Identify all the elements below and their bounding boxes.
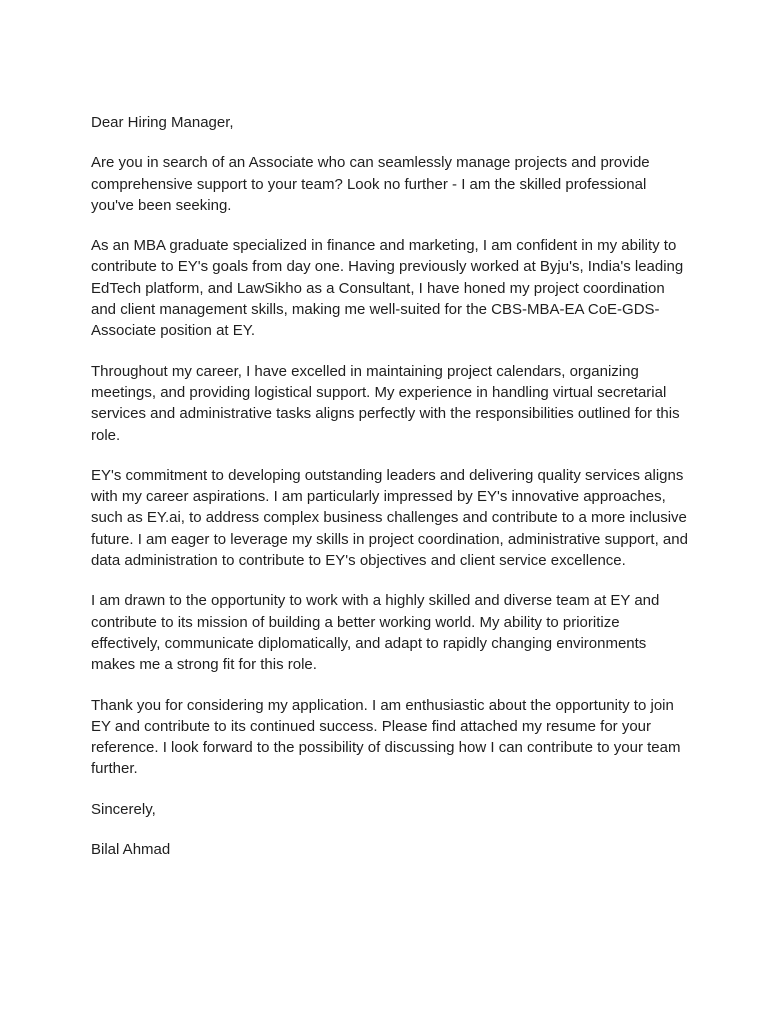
paragraph-intro: Are you in search of an Associate who can seamlessly manage projects and provide comprehensive support to your team? Look no further - I am the skilled professional you've been seeking. [91, 154, 650, 214]
signature-name: Bilal Ahmad [91, 841, 171, 859]
cover-letter-body [91, 112, 691, 879]
paragraph-thanks: Thank you for considering my application. I am enthusiastic about the opportunity to join EY and contribute to its continued success. Please find attached my resume for your reference. I look forward to the possibility of discussing how I can contribute to your team further. [91, 696, 681, 778]
paragraph-experience: Throughout my career, I have excelled in maintaining project calendars, organizing meetings, and providing logistical support. My experience in handling virtual secretarial services and administrative tasks aligns perfectly with the responsibilities outlined for this role. [91, 362, 680, 444]
paragraph-company-fit: EY's commitment to developing outstanding leaders and delivering quality services aligns with my career aspirations. I am particularly impressed by EY's innovative approaches, such as EY.ai, to address complex business challenges and contribute to a more inclusive future. I am eager to leverage my skills in project coordination, administrative support, and data administration to contribute to EY's objectives and client service excellence. [91, 466, 688, 570]
closing: Sincerely, [91, 800, 156, 818]
paragraph-team-fit: I am drawn to the opportunity to work with a highly skilled and diverse team at EY and contribute to its mission of building a better working world. My ability to prioritize effectively, communicate diplomatically, and adapt to rapidly changing environments makes me a strong fit for this role. [91, 592, 660, 674]
paragraph-background: As an MBA graduate specialized in finance and marketing, I am confident in my ability to contribute to EY's goals from day one. Having previously worked at Byju's, India's leading EdTech platform, and LawSikho as a Consultant, I have honed my project coordination and client management skills, making me well-suited for the CBS-MBA-EA CoE-GDS-Associate position at EY. [91, 237, 684, 340]
salutation: Dear Hiring Manager, [91, 114, 234, 131]
